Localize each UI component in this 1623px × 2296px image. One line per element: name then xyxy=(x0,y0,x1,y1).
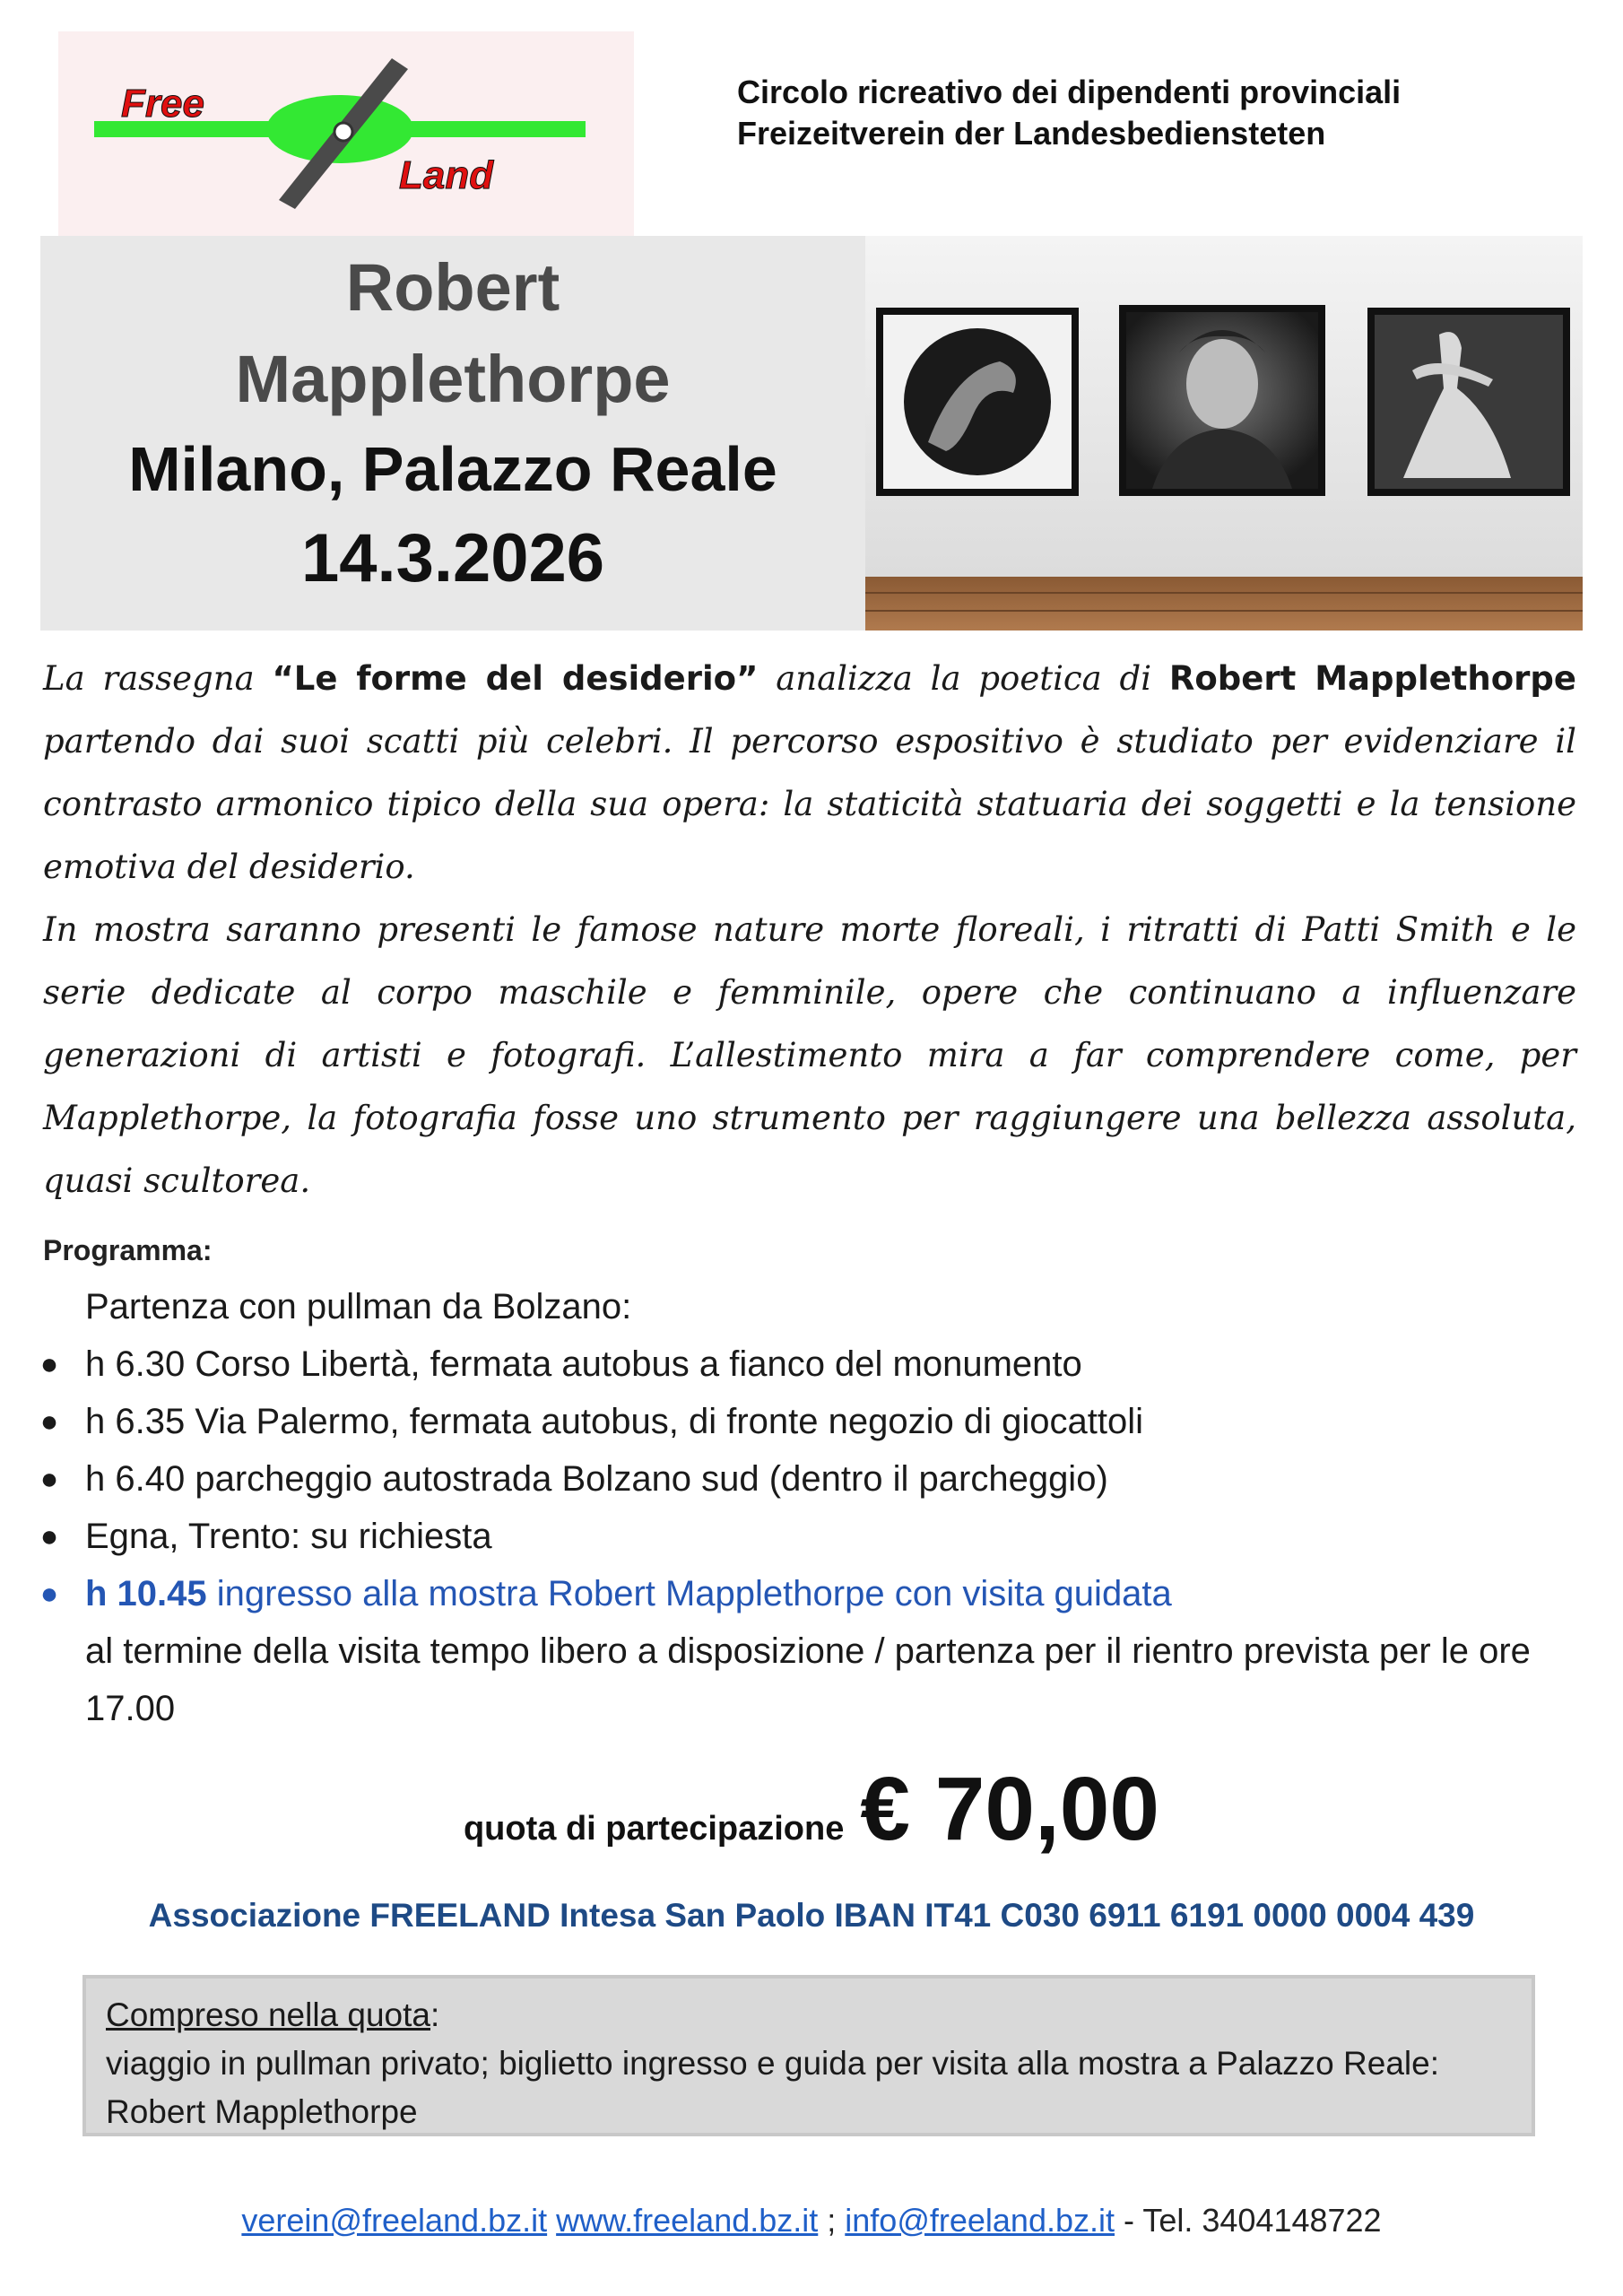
included-text: viaggio in pullman privato; biglietto ingresso e guida per visita alla mostra a Palazzo Reale: Robert Mapplethorpe xyxy=(106,2045,1439,2130)
list-item xyxy=(27,1450,1578,1508)
title-date: 14.3.2026 xyxy=(300,520,605,596)
bank-details: Associazione FREELAND Intesa San Paolo IBAN IT41 C030 6911 6191 0000 0004 439 xyxy=(148,1897,1475,1934)
title-last-name: Mapplethorpe xyxy=(235,342,671,416)
list-item-text: h 6.30 Corso Libertà, fermata autobus a fianco del monumento xyxy=(85,1344,1082,1384)
list-item-text: h 6.40 parcheggio autostrada Bolzano sud (dentro il parcheggio) xyxy=(85,1459,1108,1499)
desc-text: La rassegna xyxy=(43,659,273,698)
title-block xyxy=(40,236,865,631)
freeland-logo xyxy=(58,31,634,236)
desc-text: partendo dai suoi scatti più celebri. Il percorso espositivo è studiato per evidenziare il contrasto armonico tipico della sua opera: la staticità statuaria dei soggetti e la tensione emotiva del desiderio. xyxy=(43,722,1576,886)
list-item-highlight xyxy=(27,1565,1578,1622)
price-amount: € 70,00 xyxy=(860,1759,1160,1859)
desc-text: analizza la poetica di xyxy=(758,659,1169,698)
email-link-info[interactable]: info@freeland.bz.it xyxy=(845,2202,1115,2239)
gallery-photo xyxy=(865,236,1583,631)
description-paragraph-1 xyxy=(43,648,1576,899)
description-paragraph-2: In mostra saranno presenti le famose nature morte floreali, i ritratti di Patti Smith e le serie dedicate al corpo maschile e femminile, opere che continuano a influenzare generazioni di artisti e fotografi. L’allestimento mira a far comprendere come, per Mapplethorpe, la fotografia fosse uno strumento per raggiungere una bellezza assoluta, quasi scultorea. xyxy=(43,910,1576,1200)
included-title-colon: : xyxy=(430,1996,440,2033)
title-venue: Milano, Palazzo Reale xyxy=(128,434,777,504)
propeller-logo-icon xyxy=(58,31,634,236)
org-name-italian: Circolo ricreativo dei dipendenti provinciali xyxy=(737,74,1402,110)
bullet-icon: ● xyxy=(39,1347,59,1381)
logo-word-free: Free xyxy=(121,82,204,126)
highlight-text: ingresso alla mostra Robert Mapplethorpe con visita guidata xyxy=(206,1574,1172,1613)
highlight-time: h 10.45 xyxy=(85,1574,207,1613)
bullet-icon: ● xyxy=(39,1405,59,1439)
email-link-verein[interactable]: verein@freeland.bz.it xyxy=(241,2202,548,2239)
program-title: Programma: xyxy=(43,1234,213,1266)
exhibition-name: “Le forme del desiderio” xyxy=(272,659,759,698)
logo-word-land: Land xyxy=(399,153,494,197)
title-first-name: Robert xyxy=(345,250,560,325)
list-item xyxy=(27,1508,1578,1565)
list-item xyxy=(27,1335,1578,1393)
website-link[interactable]: www.freeland.bz.it xyxy=(556,2202,819,2239)
price-line xyxy=(0,1758,1623,1861)
program-after: al termine della visita tempo libero a disposizione / partenza per il rientro prevista per le ore 17.00 xyxy=(85,1631,1531,1728)
included-title: Compreso nella quota xyxy=(106,1996,430,2033)
list-item-text: Egna, Trento: su richiesta xyxy=(85,1517,492,1556)
artist-name: Robert Mapplethorpe xyxy=(1168,659,1576,698)
organization-name xyxy=(737,72,1598,154)
description xyxy=(43,648,1576,1213)
bullet-icon: ● xyxy=(39,1577,59,1611)
price-label: quota di partecipazione xyxy=(463,1810,845,1848)
program-intro: Partenza con pullman da Bolzano: xyxy=(85,1287,632,1326)
gallery-wall-image-icon xyxy=(865,236,1583,631)
program-list xyxy=(27,1278,1578,1737)
included-box xyxy=(82,1975,1535,2136)
phone-number: - Tel. 3404148722 xyxy=(1115,2202,1382,2239)
separator: ; xyxy=(818,2202,846,2239)
bullet-icon: ● xyxy=(39,1519,59,1553)
list-item xyxy=(27,1393,1578,1450)
bullet-icon: ● xyxy=(39,1462,59,1496)
org-name-german: Freizeitverein der Landesbediensteten xyxy=(737,115,1326,152)
list-item-text: h 6.35 Via Palermo, fermata autobus, di fronte negozio di giocattoli xyxy=(85,1402,1143,1441)
footer-contacts xyxy=(0,2202,1623,2239)
